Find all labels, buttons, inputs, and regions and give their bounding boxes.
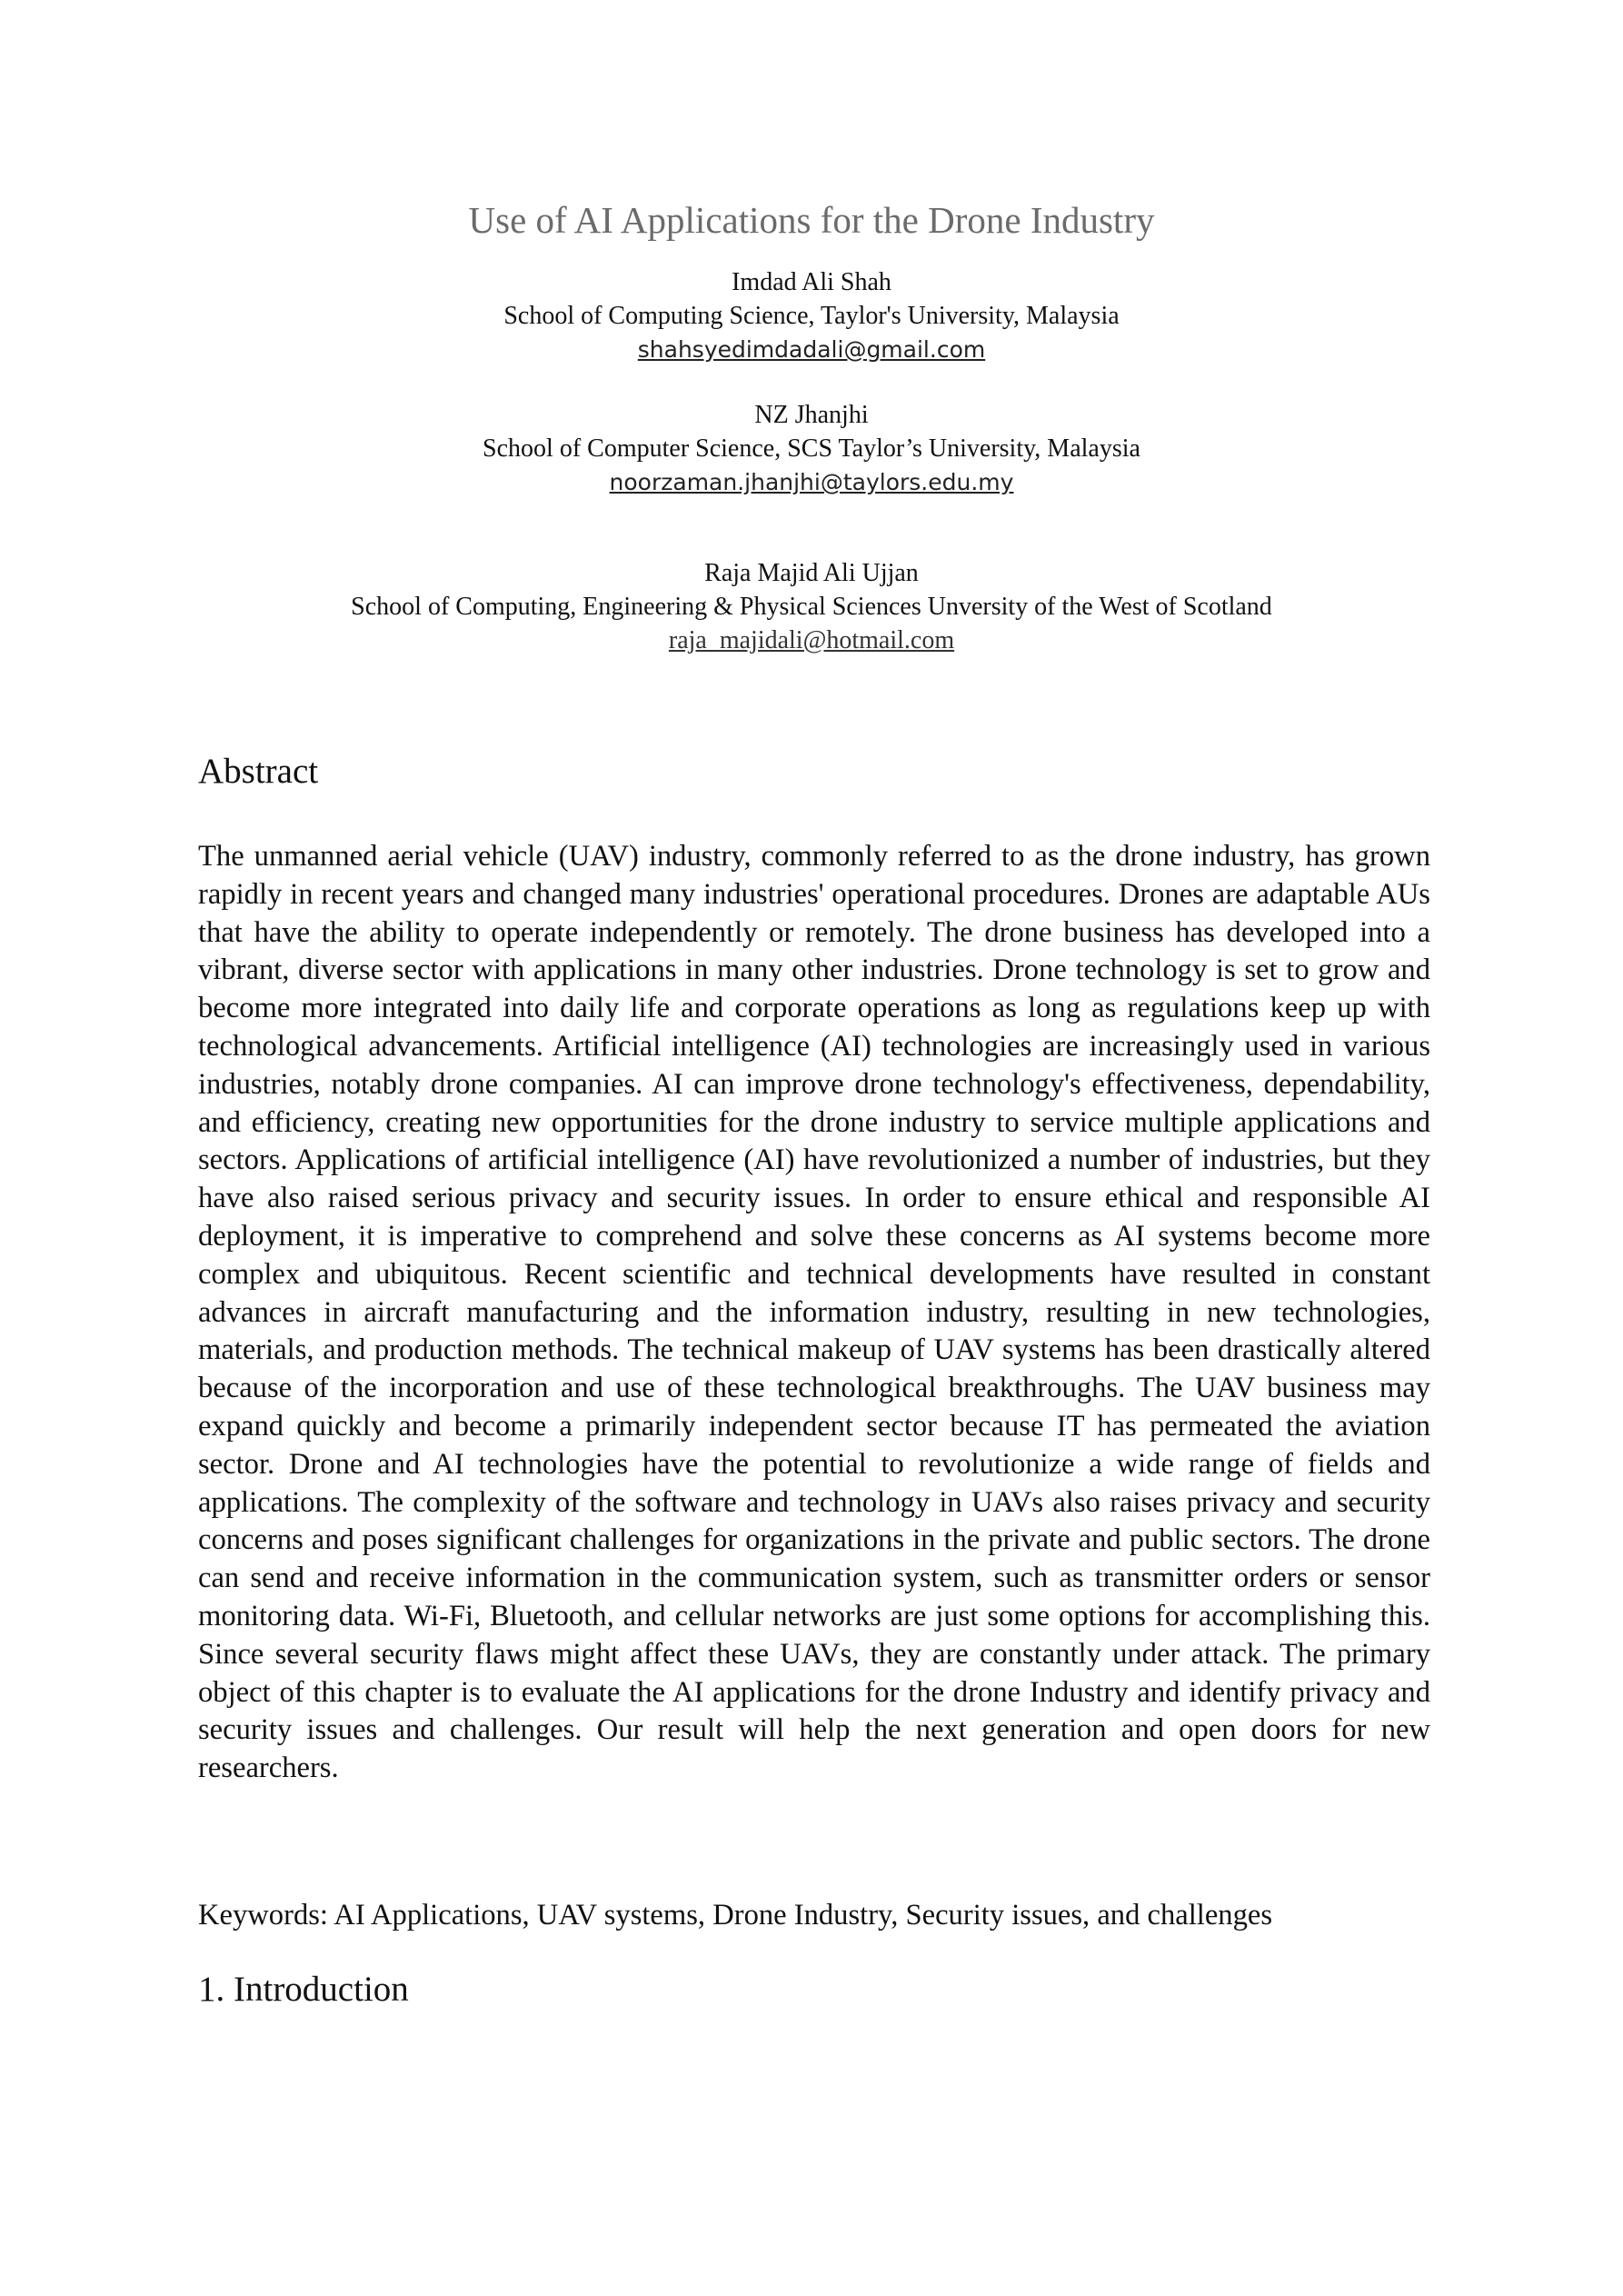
author-affiliation: School of Computing, Engineering & Physical Sciences Unversity of the West of Scotland: [351, 593, 1272, 621]
author-affiliation: School of Computer Science, SCS Taylor’s University, Malaysia: [483, 434, 1140, 463]
introduction-heading: 1. Introduction: [198, 1970, 409, 2009]
author-name: NZ Jhanjhi: [754, 401, 869, 429]
author-block-2: [0, 398, 1623, 499]
abstract-heading: Abstract: [198, 752, 319, 791]
abstract-text: The unmanned aerial vehicle (UAV) industry, commonly referred to as the drone industry, has grown rapidly in recent years and changed many industries' operational procedures. Drones are adaptable AUs that have the ability to operate independently or remotely. The drone business has developed into a vibrant, diverse sector with applications in many other industries. Drone technology is set to grow and become more integrated into daily life and corporate operations as long as regulations keep up with technological advancements. Artificial intelligence (AI) technologies are increasingly used in various industries, notably drone companies. AI can improve drone technology's effectiveness, dependability, and efficiency, creating new opportunities for the drone industry to service multiple applications and sectors. Applications of artificial intelligence (AI) have revolutionized a number of industries, but they have also raised serious privacy and security issues. In order to ensure ethical and responsible AI deployment, it is imperative to comprehend and solve these concerns as AI systems become more complex and ubiquitous. Recent scientific and technical developments have resulted in constant advances in aircraft manufacturing and the information industry, resulting in new technologies, materials, and production methods. The technical makeup of UAV systems has been drastically altered because of the incorporation and use of these technological breakthroughs. The UAV business may expand quickly and become a primarily independent sector because IT has permeated the aviation sector. Drone and AI technologies have the potential to revolutionize a wide range of fields and applications. The complexity of the software and technology in UAVs also raises privacy and security concerns and poses significant challenges for organizations in the private and public sectors. The drone can send and receive information in the communication system, such as transmitter orders or sensor monitoring data. Wi-Fi, Bluetooth, and cellular networks are just some options for accomplishing this. Since several security flaws might affect these UAVs, they are constantly under attack. The primary object of this chapter is to evaluate the AI applications for the drone Industry and identify privacy and security issues and challenges. Our result will help the next generation and open doors for new researchers.: [198, 840, 1430, 1785]
author-email-link[interactable]: shahsyedimdadali@gmail.com: [637, 336, 986, 363]
author-email-link[interactable]: noorzaman.jhanjhi@taylors.edu.my: [609, 469, 1014, 495]
author-name: Raja Majid Ali Ujjan: [704, 559, 919, 587]
keywords-line: Keywords: AI Applications, UAV systems, Drone Industry, Security issues, and challenges: [198, 1899, 1273, 1932]
author-email-link[interactable]: raja_majidali@hotmail.com: [668, 626, 955, 654]
paper-title: Use of AI Applications for the Drone Industry: [468, 199, 1155, 241]
author-block-3: [0, 556, 1623, 657]
author-block-1: [0, 265, 1623, 366]
author-affiliation: School of Computing Science, Taylor's University, Malaysia: [503, 302, 1120, 330]
author-name: Imdad Ali Shah: [732, 268, 891, 296]
